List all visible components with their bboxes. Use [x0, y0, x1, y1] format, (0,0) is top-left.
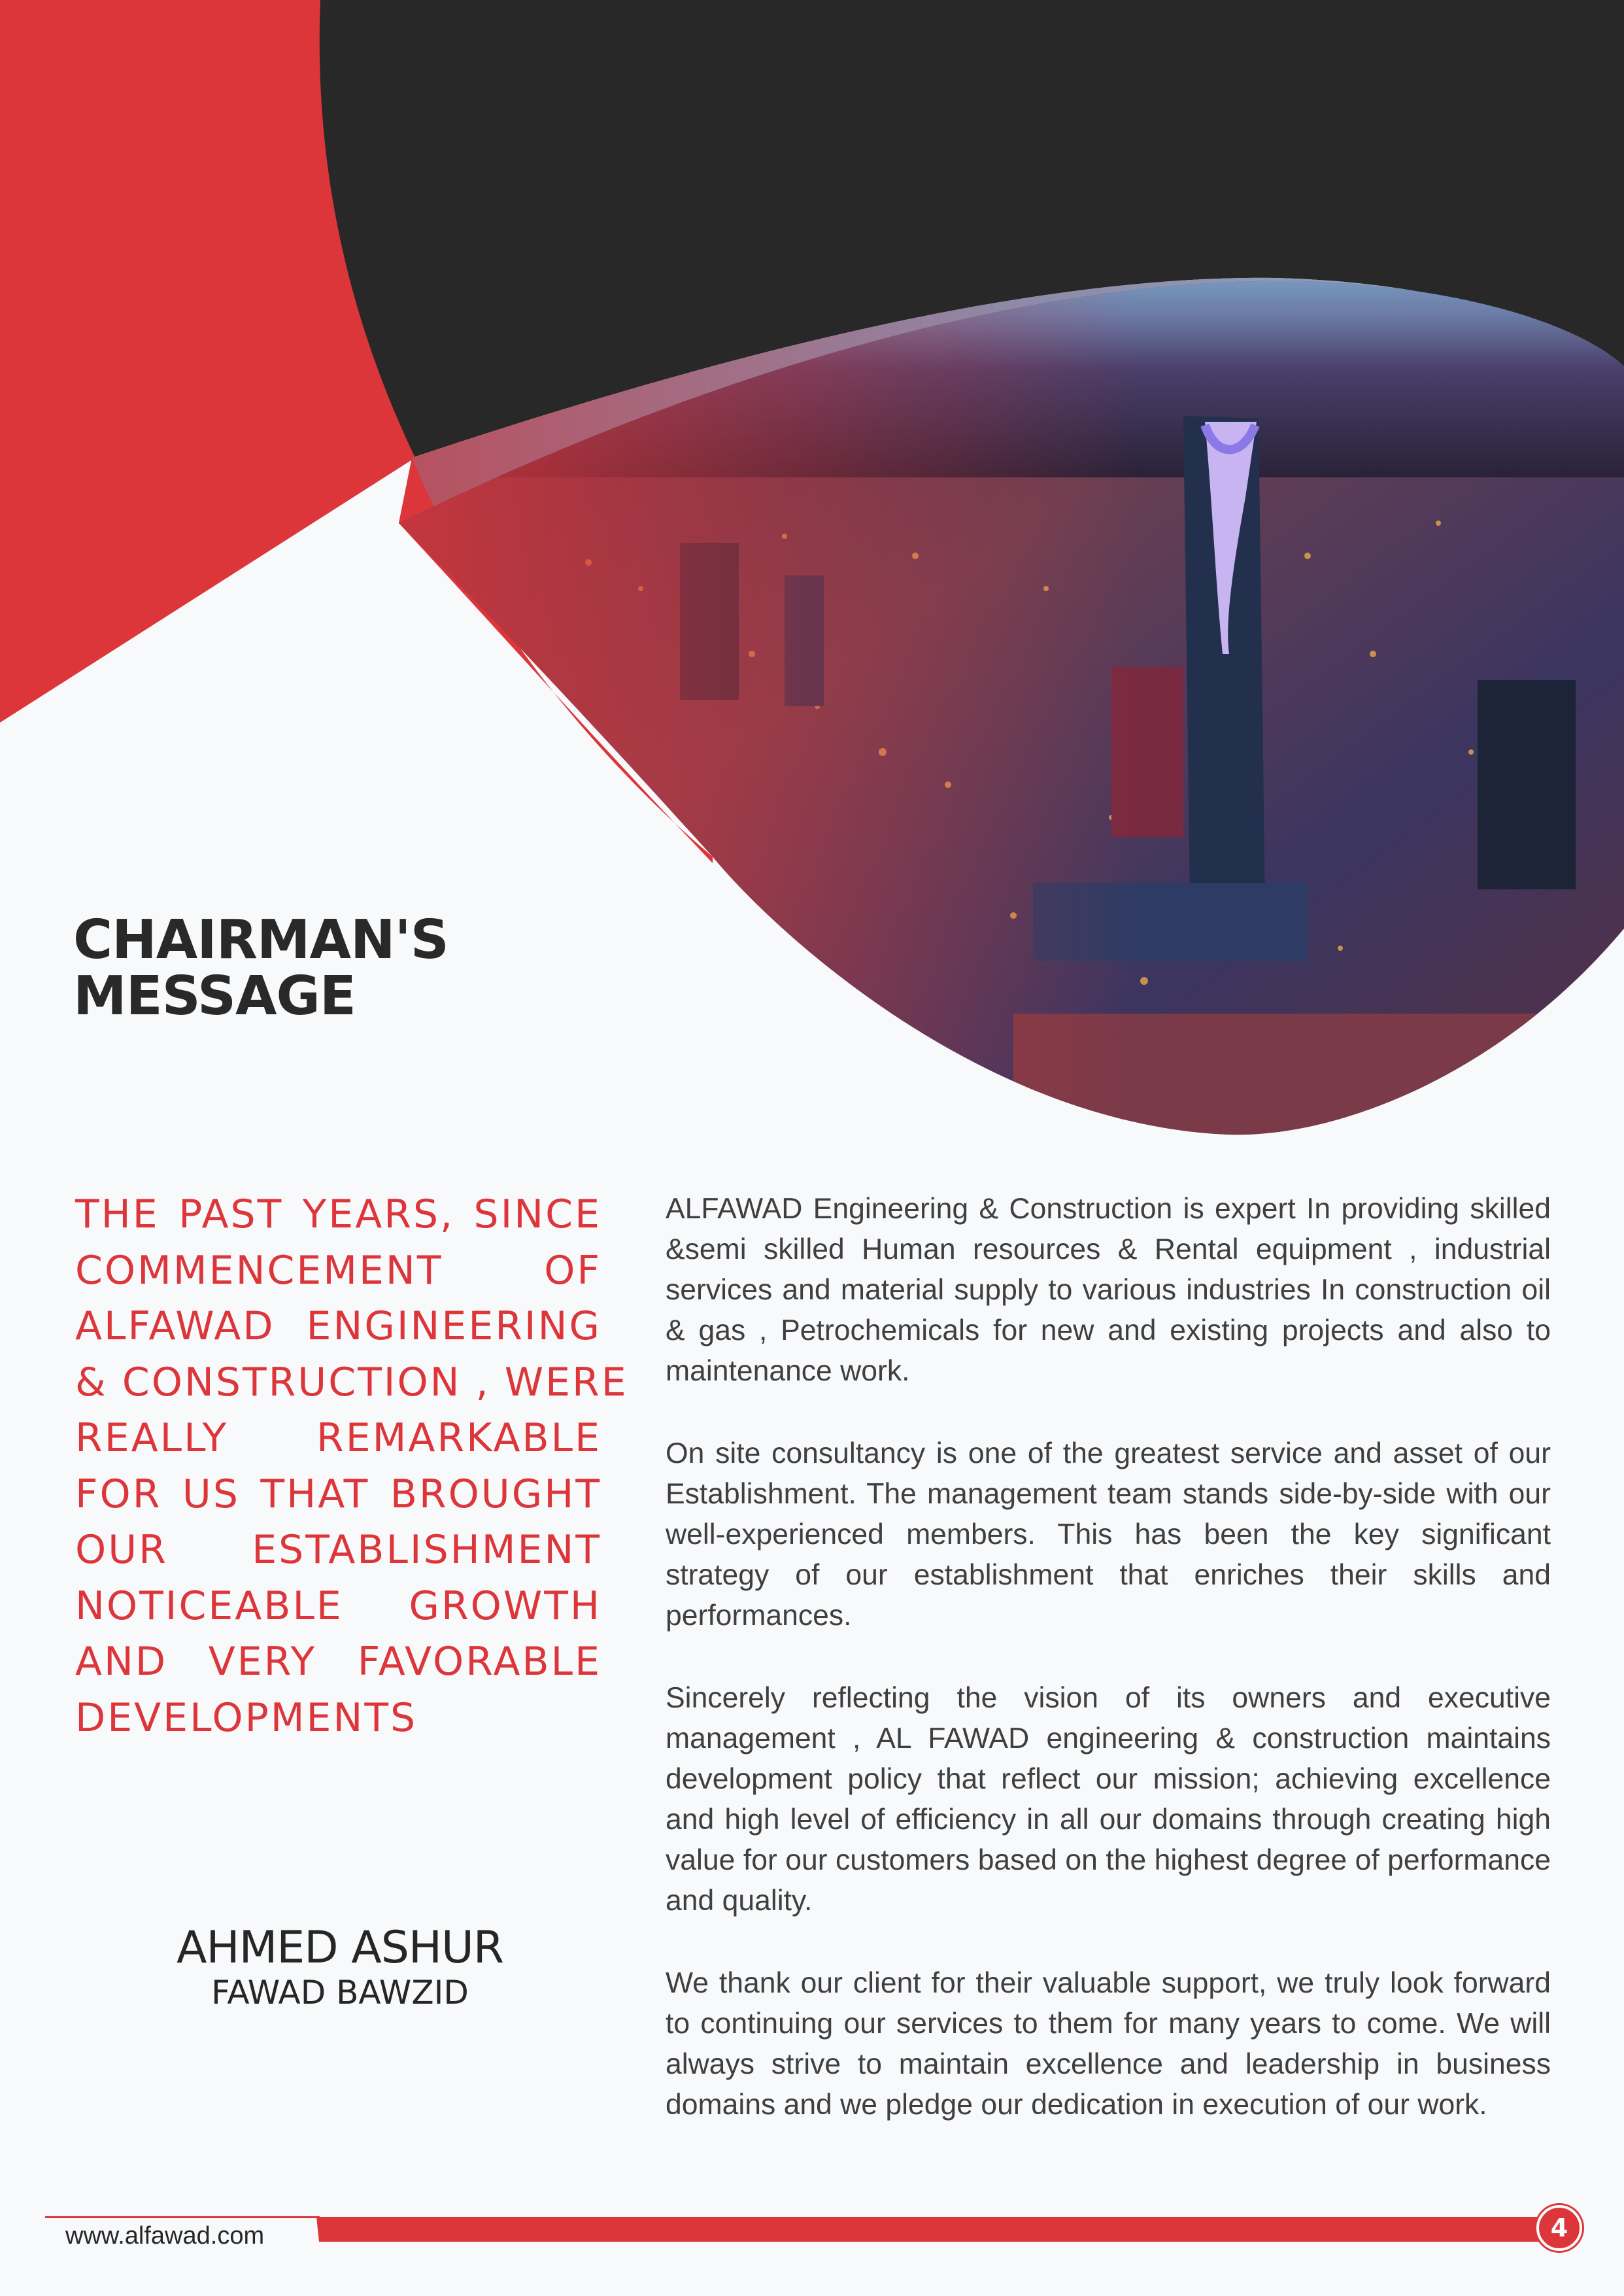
title-line-1: CHAIRMAN'S	[73, 909, 448, 971]
pull-quote-line: FOR US THAT BROUGHT	[75, 1471, 601, 1517]
pull-quote-line: THE PAST YEARS, SINCE	[75, 1191, 601, 1237]
pull-quote-line: COMMENCEMENT OF	[75, 1247, 601, 1294]
pull-quote-line: OUR ESTABLISHMENT	[75, 1527, 601, 1573]
pull-quote-line: NOTICEABLE GROWTH	[75, 1583, 601, 1629]
signatory-name: AHMED ASHUR	[176, 1922, 504, 1974]
paragraph: ALFAWAD Engineering & Construction is expert In providing skilled &semi skilled Human resources & Rental equipment , industrial services and material supply to various industries In construction oil & gas , Petrochemicals for new and existing projects and also to maintenance work.	[666, 1193, 1551, 1387]
paragraph: Sincerely reflecting the vision of its owners and executive management , AL FAWAD engineering & construction maintains development policy that reflect our mission; achieving excellence and high level of efficiency in all our domains through creating high value for our customers based on the highest degree of performance and quality.	[666, 1682, 1551, 1917]
footer-bar	[316, 2217, 1546, 2242]
footer-divider	[45, 2216, 320, 2218]
paragraph: On site consultancy is one of the greatest service and asset of our Establishment. The management team stands side-by-side with our well-experienced members. This has been the key significant strategy of our establishment that enriches their skills and performances.	[666, 1437, 1551, 1632]
signatory-subname: FAWAD BAWZID	[211, 1974, 469, 2012]
signature-block	[118, 1923, 562, 2012]
footer-website-link[interactable]: www.alfawad.com	[65, 2222, 265, 2250]
pull-quote-line: & CONSTRUCTION , WERE	[75, 1359, 628, 1405]
paragraph: We thank our client for their valuable support, we truly look forward to continuing our services to them for many years to come. We will always strive to maintain excellence and leadership in business domains and we pledge our dedication in execution of our work.	[666, 1967, 1551, 2121]
page-title	[73, 909, 448, 1027]
pull-quote-line: ALFAWAD ENGINEERING	[75, 1303, 601, 1349]
page-number-badge: 4	[1536, 2205, 1582, 2251]
pull-quote	[75, 1187, 628, 1746]
pull-quote-line: REALLY REMARKABLE	[75, 1415, 601, 1461]
message-body	[666, 1189, 1551, 2167]
title-line-2: MESSAGE	[73, 965, 356, 1027]
pull-quote-line: DEVELOPMENTS	[75, 1694, 418, 1741]
pull-quote-line: AND VERY FAVORABLE	[75, 1639, 601, 1685]
